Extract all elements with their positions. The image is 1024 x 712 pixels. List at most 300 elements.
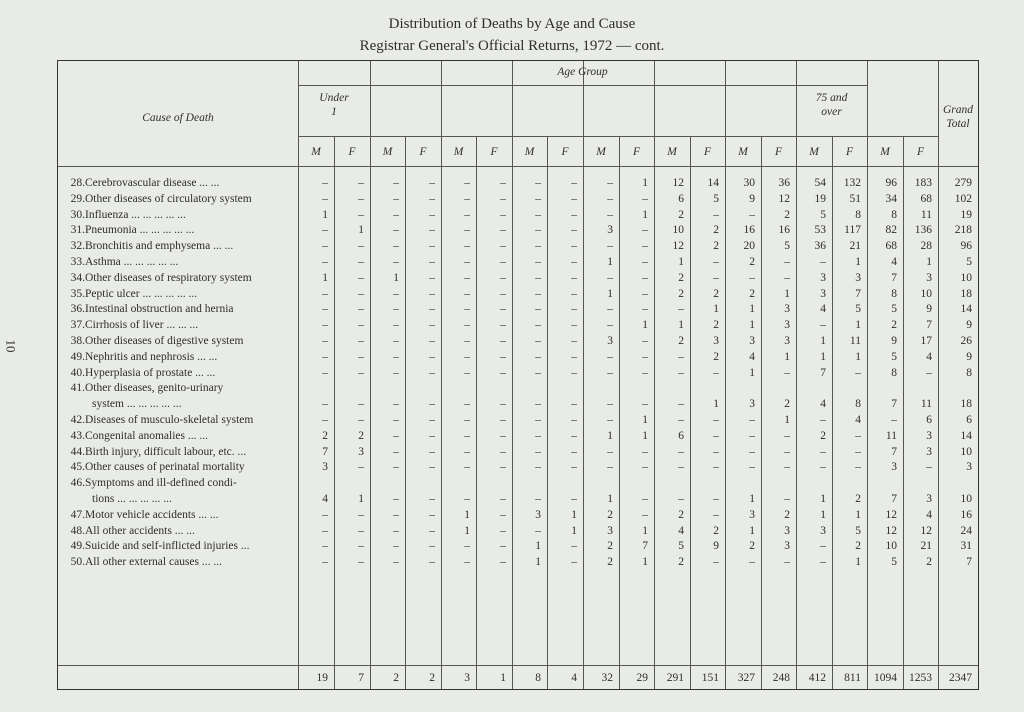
table-cell: – [393,398,399,411]
table-cell: – [749,461,755,474]
table-cell: 1 [784,350,790,363]
table-cell: – [500,556,506,569]
table-cell: – [429,208,435,221]
table-cell: 5 [855,524,861,537]
table-cell: 5 [713,192,719,205]
table-cell: – [429,429,435,442]
row-number: 35. [70,287,85,300]
table-cell: – [820,556,826,569]
table-cell: 117 [844,224,861,237]
table-cell: 102 [954,192,972,205]
table-cell: – [358,350,364,363]
total-cell: 291 [666,672,684,684]
row-number: 31. [70,224,85,237]
row-number: 43. [70,429,85,442]
cause-label: Other diseases of digestive system [85,335,244,347]
table-cell: – [464,208,470,221]
table-cell: – [535,445,541,458]
table-cell: – [429,303,435,316]
table-cell: – [393,208,399,221]
title-line-1: Distribution of Deaths by Age and Cause [388,16,636,32]
table-cell: – [393,303,399,316]
table-cell: – [571,398,577,411]
table-cell: 5 [678,540,684,553]
table-cell: 1 [784,414,790,426]
table-cell: – [571,461,577,474]
table-cell: 4 [678,524,684,537]
table-cell: – [393,335,399,347]
table-cell: – [535,493,541,505]
table-cell: 2 [855,540,861,553]
table-cell: – [393,350,399,363]
table-cell: – [358,335,364,347]
table-cell: 6 [678,429,684,442]
table-cell: 1 [784,287,790,300]
table-cell: – [500,429,506,442]
table-cell: 3 [713,335,719,347]
table-cell: – [713,208,719,221]
row-number: 50. [70,556,85,569]
table-cell: – [820,461,826,474]
table-cell: – [500,366,506,379]
age-group-0 [298,91,370,119]
table-cell: – [322,524,328,537]
row-number: 37. [70,319,85,332]
table-cell: – [322,224,328,237]
table-cell: 7 [891,445,897,458]
table-cell: – [500,319,506,332]
table-cell: 1 [642,208,648,221]
table-cell: – [500,540,506,553]
table-cell: – [642,192,648,205]
table-cell: 1 [855,256,861,268]
table-cell: 14 [960,429,972,442]
table-cell: – [393,256,399,268]
table-cell: – [358,319,364,332]
table-cell: 54 [814,177,826,189]
sex-header: F [419,146,427,158]
table-cell: – [500,271,506,284]
table-cell: – [535,414,541,426]
table-cell: 1 [749,524,755,537]
cause-label: Hyperplasia of prostate ... ... [85,366,216,379]
table-cell: 1 [820,350,826,363]
table-cell: 2 [713,240,719,253]
table-cell: – [393,224,399,237]
table-cell: 3 [784,540,790,553]
cause-label: Symptoms and ill-defined condi- [85,477,237,490]
table-cell: 2 [678,508,684,521]
table-cell: – [464,303,470,316]
table-cell: – [429,192,435,205]
table-cell: 2 [607,540,613,553]
row-number: 32. [70,240,85,253]
table-cell: 1 [393,271,399,284]
table-cell: 2 [713,319,719,332]
table-cell: 1 [358,493,364,505]
table-cell: 7 [642,540,648,553]
table-cell: – [358,287,364,300]
cause-label: Asthma ... ... ... ... ... [85,256,179,268]
sex-header: F [632,146,641,158]
table-cell: 1 [571,524,577,537]
table-cell: – [642,240,648,253]
cause-label: All other accidents ... ... [85,524,195,537]
table-cell: – [678,303,684,316]
table-cell: – [642,224,648,237]
table-cell: – [571,287,577,300]
table-cell: – [500,208,506,221]
table-cell: 17 [920,335,932,347]
table-cell: – [464,335,470,347]
sex-header: M [453,146,464,158]
table-cell: – [535,303,541,316]
sex-header: F [490,146,498,158]
table-cell: 2 [784,398,790,411]
table-cell: – [749,414,755,426]
table-cell: – [393,508,399,521]
table-cell: 3 [926,429,932,442]
table-cell: 2 [607,556,613,569]
table-cell: – [713,366,719,379]
table-cell: – [713,445,719,458]
table-cell: 1 [749,319,755,332]
table-cell: – [322,303,328,316]
sex-header: F [845,146,854,158]
total-cell: 7 [358,672,364,684]
table-cell: 36 [778,177,790,189]
table-cell: 68 [920,192,932,205]
table-cell: 2 [607,508,613,521]
table-cell: – [429,493,435,505]
table-cell: – [322,350,328,363]
table-cell: 5 [966,256,972,268]
table-cell: – [607,414,613,426]
table-cell: 12 [672,240,684,253]
table-cell: – [429,461,435,474]
table-cell: – [642,508,648,521]
table-cell: – [464,429,470,442]
table-cell: – [464,271,470,284]
table-cell: 19 [960,208,972,221]
row-number: 28. [70,177,85,189]
table-cell: 7 [966,556,972,569]
table-cell: – [749,445,755,458]
table-cell: 11 [885,429,897,442]
table-cell: 6 [678,192,684,205]
sex-header: M [311,146,321,158]
table-cell: – [607,271,613,284]
table-cell: 21 [920,540,932,553]
table-cell: – [678,350,684,363]
table-cell: 11 [920,208,932,221]
table-cell: – [358,271,364,284]
table-cell: 3 [607,224,613,237]
table-cell: – [500,303,506,316]
table-cell: – [429,177,435,189]
table-cell: – [784,556,790,569]
table-cell: – [713,429,719,442]
table-cell: – [429,256,435,268]
table-cell: 3 [749,508,755,521]
table-cell: – [393,287,399,300]
table-cell: – [607,445,613,458]
table-cell: – [500,177,506,189]
table-cell: – [891,414,897,426]
table-cell: 6 [926,414,932,426]
table-cell: – [535,177,541,189]
table-cell: 11 [849,335,861,347]
table-cell: – [607,366,613,379]
table-cell: 2 [322,429,328,442]
table-cell: 30 [743,177,755,189]
table-cell: 1 [607,493,613,505]
table-cell: – [926,366,932,379]
table-cell: 2 [678,556,684,569]
table-cell: – [784,271,790,284]
total-cell: 3 [464,672,470,684]
table-cell: 10 [960,271,972,284]
table-cell: – [358,414,364,426]
table-cell: – [393,366,399,379]
table-cell: – [464,461,470,474]
table-cell: 3 [820,287,826,300]
grand-total-line: Grand [942,104,974,116]
table-cell: – [322,319,328,332]
table-cell: – [713,461,719,474]
table-cell: – [500,508,506,521]
table-cell: 2 [713,287,719,300]
table-cell: 5 [855,303,861,316]
grand-total-line: Total [946,118,970,130]
table-cell: 2 [749,287,755,300]
table-cell: – [571,319,577,332]
title-line-2: Registrar General's Official Returns, 1972 — cont. [359,38,665,54]
table-cell: 2 [713,524,719,537]
table-cell: – [393,240,399,253]
table-cell: 2 [749,540,755,553]
total-cell: 412 [808,672,826,684]
table-cell: – [429,508,435,521]
table-cell: – [535,398,541,411]
table-cell: 1 [535,556,541,569]
table-cell: – [464,540,470,553]
table-cell: 8 [966,366,972,379]
table-cell: – [678,445,684,458]
total-cell: 1253 [909,672,932,684]
table-cell: – [393,524,399,537]
data-table [57,60,979,690]
table-cell: 2 [891,319,897,332]
table-cell: 2 [713,224,719,237]
table-cell: – [642,445,648,458]
header-rule [58,166,978,167]
table-cell: 9 [966,319,972,332]
table-cell: 3 [535,508,541,521]
sex-header: F [348,146,356,158]
table-cell: – [429,414,435,426]
row-number: 42. [70,414,85,426]
cause-label: system ... ... ... ... ... [92,398,182,411]
table-cell: – [464,240,470,253]
table-cell: – [571,366,577,379]
table-cell: – [820,256,826,268]
table-cell: 7 [855,287,861,300]
row-number: 44. [70,445,85,458]
table-cell: – [429,445,435,458]
cause-label: Peptic ulcer ... ... ... ... ... [85,287,198,300]
table-cell: – [322,556,328,569]
table-cell: – [784,366,790,379]
table-cell: – [429,240,435,253]
row-number: 33. [70,256,85,268]
table-cell: – [571,271,577,284]
table-cell: – [464,493,470,505]
table-cell: 7 [322,445,328,458]
table-cell: 2 [678,287,684,300]
cause-label: Influenza ... ... ... ... ... [85,208,186,221]
table-cell: 7 [891,493,897,505]
table-cell: – [642,461,648,474]
table-cell: – [322,508,328,521]
table-cell: 1 [571,508,577,521]
table-cell: 183 [914,177,932,189]
table-cell: 3 [820,524,826,537]
cause-header: Cause of Death [142,112,214,124]
table-cell: 4 [820,398,826,411]
table-cell: – [429,271,435,284]
total-cell: 1 [500,672,506,684]
table-cell: – [571,335,577,347]
table-cell: – [784,445,790,458]
table-cell: – [678,493,684,505]
table-cell: – [749,429,755,442]
table-cell: – [571,256,577,268]
table-cell: 1 [642,429,648,442]
table-cell: – [607,461,613,474]
table-cell: 9 [966,350,972,363]
table-cell: – [784,493,790,505]
table-cell: 1 [855,319,861,332]
table-cell: 3 [358,445,364,458]
table-cell: – [464,414,470,426]
table-cell: 1 [464,508,470,521]
table-cell: – [322,287,328,300]
table-cell: 16 [743,224,755,237]
table-cell: 2 [855,493,861,505]
table-cell: 3 [926,445,932,458]
age-group-rule [298,85,867,86]
table-cell: – [464,556,470,569]
table-cell: – [358,240,364,253]
table-cell: – [464,350,470,363]
table-cell: 1 [713,303,719,316]
table-cell: – [571,240,577,253]
table-cell: 1 [607,256,613,268]
row-number: 46. [70,477,85,490]
table-cell: 12 [885,508,897,521]
table-cell: – [464,445,470,458]
cause-label: Other diseases, genito-urinary [85,382,224,395]
table-cell: 9 [891,335,897,347]
table-cell: 2 [678,271,684,284]
table-cell: – [642,366,648,379]
total-cell: 19 [316,672,328,684]
table-cell: 14 [707,177,719,189]
table-cell: – [571,192,577,205]
table-cell: – [429,287,435,300]
table-cell: 3 [784,303,790,316]
table-cell: – [358,524,364,537]
table-cell: – [855,445,861,458]
table-cell: 96 [885,177,897,189]
table-cell: – [358,540,364,553]
table-cell: 9 [713,540,719,553]
total-cell: 151 [701,672,719,684]
table-cell: – [358,177,364,189]
sex-header: M [738,146,748,158]
sex-header: F [774,146,783,158]
table-cell: – [678,366,684,379]
table-cell: – [571,414,577,426]
table-cell: – [500,224,506,237]
row-number: 41. [70,382,85,395]
table-cell: – [607,398,613,411]
sex-header: F [916,146,925,158]
table-cell: 3 [926,493,932,505]
table-cell: 3 [784,335,790,347]
table-cell: – [393,540,399,553]
table-cell: – [713,493,719,505]
table-cell: – [464,192,470,205]
table-cell: – [607,319,613,332]
table-cell: 8 [855,398,861,411]
table-cell: – [855,461,861,474]
table-cell: – [322,177,328,189]
table-cell: 7 [926,319,932,332]
age-group-7 [796,91,867,119]
table-cell: – [500,287,506,300]
table-cell: 19 [814,192,826,205]
table-cell: 1 [642,556,648,569]
sex-header: M [524,146,535,158]
total-cell: 811 [844,672,861,684]
row-number: 29. [70,192,85,205]
sex-header: M [382,146,393,158]
table-cell: 2 [926,556,932,569]
table-cell: – [678,398,684,411]
table-cell: – [322,540,328,553]
cause-label: Other diseases of circulatory system [85,192,252,205]
table-cell: – [393,414,399,426]
table-cell: – [749,208,755,221]
table-cell: – [607,350,613,363]
table-cell: 3 [891,461,897,474]
table-cell: – [464,256,470,268]
sex-header: F [703,146,712,158]
table-cell: – [464,319,470,332]
table-cell: – [358,256,364,268]
table-cell: 1 [855,508,861,521]
table-cell: – [571,224,577,237]
table-cell: – [429,556,435,569]
age-group-header: Age Group [557,66,608,78]
table-cell: 82 [885,224,897,237]
row-number: 34. [70,271,85,284]
table-cell: – [642,493,648,505]
table-cell: – [820,540,826,553]
table-cell: 5 [891,350,897,363]
